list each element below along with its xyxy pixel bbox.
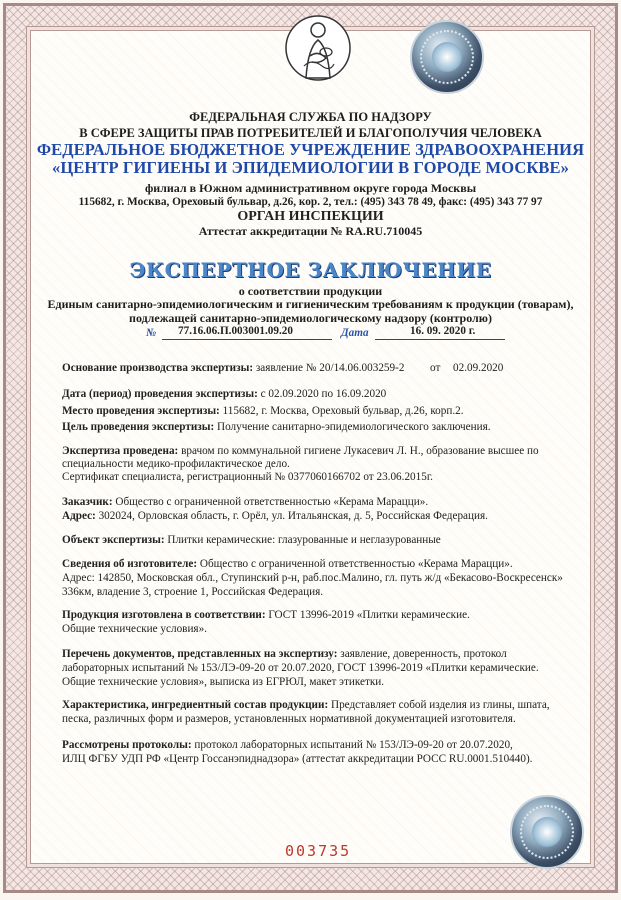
title-sub3: подлежащей санитарно-эпидемиологическому надзору (контролю) — [129, 311, 492, 325]
characteristics-line2: песка, различных форм и размеров, установленных нормативной документацией изготовителя. — [62, 713, 516, 725]
customer-address-row: Адрес: 302024, Орловская область, г. Орёл, ул. Итальянская, д. 5, Российская Федерация. — [62, 510, 488, 522]
organ-inspection: ОРГАН ИНСПЕКЦИИ — [237, 209, 384, 224]
protocols-line2: ИЛЦ ФГБУ УДП РФ «Центр Госсанэпиднадзора» (аттестат аккредитации РОСС RU.0001.510440). — [62, 753, 533, 765]
expert-line2: специальности медико-профилактическое дело. — [62, 458, 290, 470]
hologram-seal-icon — [510, 795, 584, 869]
serial-number: 003735 — [285, 842, 352, 860]
maker-row: Сведения об изготовителе: Общество с ограниченной ответственностью «Керама Марацци». — [62, 558, 513, 570]
goal-row: Цель проведения экспертизы: Получение санитарно-эпидемиологического заключения. — [62, 421, 491, 433]
maker-line2: Адрес: 142850, Московская обл., Ступинский р-н, раб.пос.Малино, гл. путь ж/д «Бекасово-Воскресенск» — [62, 572, 563, 584]
document-number: 77.16.06.П.003001.09.20 — [178, 325, 293, 337]
docs-line3: Общие технические условия», выписка из ЕГРЮЛ, макет этикетки. — [62, 676, 385, 688]
agency-line1: ФЕДЕРАЛЬНАЯ СЛУЖБА ПО НАДЗОРУ — [189, 110, 432, 124]
customer-row: Заказчик: Общество с ограниченной ответственностью «Керама Марацци». — [62, 496, 429, 508]
document-title: ЭКСПЕРТНОЕ ЗАКЛЮЧЕНИЕ — [129, 258, 492, 282]
object-row: Объект экспертизы: Плитки керамические: глазурованные и неглазурованные — [62, 534, 441, 546]
period-row: Дата (период) проведения экспертизы: с 02.09.2020 по 16.09.2020 — [62, 388, 387, 400]
basis-from: от — [430, 362, 441, 374]
place-row: Место проведения экспертизы: 115682, г. Москва, Ореховый бульвар, д.26, корп.2. — [62, 405, 464, 417]
hologram-seal-icon — [410, 20, 484, 94]
protocols-row: Рассмотрены протоколы: протокол лабораторных испытаний № 153/ЛЭ-09-20 от 20.07.2020, — [62, 739, 513, 751]
basis-row: Основание производства экспертизы: заявление № 20/14.06.003259-2 — [62, 362, 405, 374]
institution-line2: «ЦЕНТР ГИГИЕНЫ И ЭПИДЕМИОЛОГИИ В ГОРОДЕ МОСКВЕ» — [52, 158, 569, 177]
title-sub1: о соответствии продукции — [238, 284, 383, 298]
expert-row: Экспертиза проведена: врачом по коммунальной гигиене Лукасевич Л. Н., образование высшее по — [62, 445, 539, 457]
produced-line2: Общие технические условия». — [62, 623, 207, 635]
maker-line3: 336км, владение 3, строение 1, Российская Федерация. — [62, 586, 324, 598]
docs-row: Перечень документов, представленных на экспертизу: заявление, доверенность, протокол — [62, 648, 507, 660]
expert-line3: Сертификат специалиста, регистрационный № 0377060166702 от 23.06.2015г. — [62, 471, 433, 483]
branch-address: 115682, г. Москва, Ореховый бульвар, д.26, кор. 2, тел.: (495) 343 78 49, факс: (495) 343 77 97 — [78, 196, 543, 208]
hygieia-emblem-icon — [282, 8, 354, 88]
agency-line2: В СФЕРЕ ЗАЩИТЫ ПРАВ ПОТРЕБИТЕЛЕЙ И БЛАГОПОЛУЧИЯ ЧЕЛОВЕКА — [79, 126, 542, 140]
date-label: Дата — [341, 327, 369, 339]
docs-line2: лабораторных испытаний № 153/ЛЭ-09-20 от 20.07.2020, ГОСТ 13996-2019 «Плитки керамические. — [62, 662, 539, 674]
title-sub2: Единым санитарно-эпидемиологическим и гигиеническим требованиям к продукции (товарам), — [47, 297, 574, 311]
accreditation: Аттестат аккредитации № RA.RU.710045 — [198, 224, 423, 238]
produced-row: Продукция изготовлена в соответствии: ГОСТ 13996-2019 «Плитки керамические. — [62, 609, 470, 621]
branch-line: филиал в Южном административном округе города Москвы — [144, 181, 477, 195]
basis-date: 02.09.2020 — [453, 362, 504, 374]
institution-line1: ФЕДЕРАЛЬНОЕ БЮДЖЕТНОЕ УЧРЕЖДЕНИЕ ЗДРАВООХРАНЕНИЯ — [36, 140, 585, 159]
number-label: № — [146, 327, 157, 339]
characteristics-row: Характеристика, ингредиентный состав продукции: Представляет собой изделия из глины, шпата, — [62, 699, 550, 711]
document-date: 16. 09. 2020 г. — [410, 325, 476, 337]
